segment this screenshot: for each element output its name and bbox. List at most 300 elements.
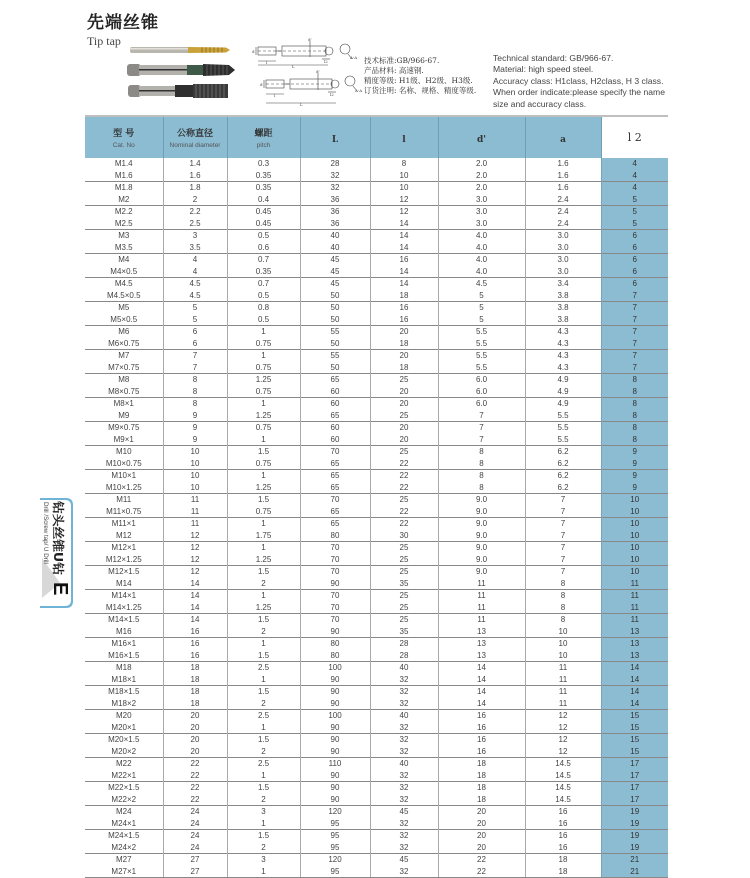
cell-l2: 11: [601, 590, 668, 602]
cell-d-prime: 5.5: [438, 326, 525, 338]
cell-cat-no: M4.5: [85, 278, 163, 290]
cell-pitch: 0.75: [227, 386, 300, 398]
cell-nominal-diameter: 14: [163, 614, 227, 626]
cell-l: 32: [370, 818, 438, 830]
cell-l: 32: [370, 794, 438, 806]
cell-l: 14: [370, 242, 438, 254]
cell-nominal-diameter: 27: [163, 854, 227, 866]
table-row: [85, 614, 668, 626]
cell-pitch: 1: [227, 350, 300, 362]
cell-cat-no: M9×0.75: [85, 422, 163, 434]
table-row: [85, 542, 668, 554]
cell-a: 7: [525, 494, 601, 506]
cell-l: 32: [370, 746, 438, 758]
page-title-en: Tip tap: [87, 34, 121, 48]
spec-cn-order: 订货注明: 名称、规格、精度等级.: [364, 86, 477, 95]
cell-l: 32: [370, 782, 438, 794]
cell-L: 80: [300, 650, 370, 662]
cell-L: 95: [300, 866, 370, 878]
cell-d-prime: 11: [438, 590, 525, 602]
cell-l2: 17: [601, 758, 668, 770]
cell-d-prime: 18: [438, 782, 525, 794]
cell-a: 3.0: [525, 230, 601, 242]
cell-l2: 8: [601, 374, 668, 386]
cell-a: 3.0: [525, 242, 601, 254]
table-row: [85, 494, 668, 506]
cell-a: 11: [525, 686, 601, 698]
cell-d-prime: 20: [438, 806, 525, 818]
cell-a: 3.0: [525, 254, 601, 266]
cell-nominal-diameter: 12: [163, 542, 227, 554]
table-row: [85, 758, 668, 770]
cell-cat-no: M14×1.5: [85, 614, 163, 626]
cell-nominal-diameter: 3: [163, 230, 227, 242]
cell-L: 100: [300, 710, 370, 722]
cell-L: 70: [300, 614, 370, 626]
cell-d-prime: 5.5: [438, 338, 525, 350]
cell-pitch: 2.5: [227, 758, 300, 770]
table-row: [85, 866, 668, 878]
cell-l2: 17: [601, 770, 668, 782]
table-row: [85, 842, 668, 854]
cell-pitch: 1: [227, 398, 300, 410]
cell-pitch: 0.75: [227, 362, 300, 374]
cell-nominal-diameter: 10: [163, 470, 227, 482]
cell-d-prime: 7: [438, 434, 525, 446]
svg-text:d': d': [316, 69, 320, 74]
table-row: [85, 170, 668, 182]
cell-l2: 6: [601, 230, 668, 242]
cell-L: 36: [300, 194, 370, 206]
cell-L: 70: [300, 446, 370, 458]
cell-pitch: 0.45: [227, 206, 300, 218]
cell-pitch: 1: [227, 470, 300, 482]
cell-nominal-diameter: 22: [163, 794, 227, 806]
cell-l2: 14: [601, 686, 668, 698]
cell-a: 6.2: [525, 482, 601, 494]
cell-d-prime: 8: [438, 458, 525, 470]
cell-a: 1.6: [525, 182, 601, 194]
cell-pitch: 0.75: [227, 422, 300, 434]
table-row: [85, 710, 668, 722]
cell-nominal-diameter: 12: [163, 530, 227, 542]
cell-l: 30: [370, 530, 438, 542]
cell-cat-no: M18×1.5: [85, 686, 163, 698]
cell-nominal-diameter: 22: [163, 782, 227, 794]
cell-d-prime: 3.0: [438, 206, 525, 218]
cell-a: 16: [525, 830, 601, 842]
cell-a: 3.8: [525, 290, 601, 302]
cell-a: 3.0: [525, 266, 601, 278]
cell-d-prime: 8: [438, 482, 525, 494]
cell-l2: 17: [601, 782, 668, 794]
cell-d-prime: 9.0: [438, 506, 525, 518]
cell-L: 65: [300, 518, 370, 530]
cell-L: 90: [300, 794, 370, 806]
cell-l: 25: [370, 614, 438, 626]
svg-text:d: d: [260, 82, 263, 87]
cell-pitch: 0.35: [227, 170, 300, 182]
cell-l: 14: [370, 218, 438, 230]
cell-pitch: 0.35: [227, 182, 300, 194]
cell-d-prime: 14: [438, 674, 525, 686]
cell-a: 6.2: [525, 470, 601, 482]
table-row: [85, 302, 668, 314]
cell-nominal-diameter: 18: [163, 698, 227, 710]
cell-d-prime: 18: [438, 758, 525, 770]
cell-cat-no: M24×1: [111, 818, 137, 828]
svg-text:l2: l2: [324, 59, 328, 64]
cell-l2: 10: [601, 542, 668, 554]
cell-L: 36: [300, 206, 370, 218]
cell-d-prime: 22: [438, 854, 525, 866]
cell-cat-no: M8×1: [85, 398, 163, 410]
cell-nominal-diameter: 6: [163, 338, 227, 350]
cell-pitch: 1: [227, 434, 300, 446]
product-image-tin-tap: [130, 44, 230, 56]
cell-pitch: 1.5: [227, 494, 300, 506]
cell-pitch: 0.75: [227, 458, 300, 470]
cell-nominal-diameter: 8: [163, 386, 227, 398]
cell-l: 20: [370, 350, 438, 362]
cell-a: 2.4: [525, 194, 601, 206]
specs-en: [493, 53, 665, 110]
table-row: [85, 314, 668, 326]
cell-a: 4.9: [525, 386, 601, 398]
cell-cat-no: M5: [85, 302, 163, 314]
cell-pitch: 1: [227, 638, 300, 650]
cell-l2: 5: [601, 206, 668, 218]
table-row: [85, 362, 668, 374]
cell-pitch: 2.5: [227, 662, 300, 674]
cell-L: 90: [300, 734, 370, 746]
cell-L: 45: [300, 266, 370, 278]
cell-l: 20: [370, 398, 438, 410]
svg-text:l: l: [274, 93, 276, 98]
cell-a: 11: [525, 674, 601, 686]
cell-L: 60: [300, 422, 370, 434]
cell-cat-no: M20: [85, 710, 163, 722]
cell-pitch: 1.5: [227, 686, 300, 698]
cell-d-prime: 9.0: [438, 542, 525, 554]
cell-l2: 9: [601, 470, 668, 482]
cell-d-prime: 4.0: [438, 242, 525, 254]
cell-nominal-diameter: 20: [163, 722, 227, 734]
cell-l2: 9: [601, 458, 668, 470]
cell-a: 16: [525, 806, 601, 818]
cell-a: 18: [525, 854, 601, 866]
cell-pitch: 1: [227, 518, 300, 530]
cell-pitch: 1.25: [227, 374, 300, 386]
cell-nominal-diameter: 24: [163, 830, 227, 842]
spec-en-accuracy: Accuracy class: H1class, H2class, H 3 class.: [493, 75, 664, 86]
cell-a: 5.5: [525, 434, 601, 446]
cell-a: 18: [525, 866, 601, 878]
cell-d-prime: 13: [438, 638, 525, 650]
cell-cat-no: M2.2: [85, 206, 163, 218]
cell-nominal-diameter: 16: [163, 650, 227, 662]
cell-l2: 14: [601, 662, 668, 674]
cell-L: 40: [300, 242, 370, 254]
cell-pitch: 1: [227, 590, 300, 602]
cell-l2: 13: [601, 638, 668, 650]
cell-l: 12: [370, 194, 438, 206]
cell-l2: 19: [601, 830, 668, 842]
svg-text:A-A: A-A: [355, 88, 363, 93]
cell-d-prime: 8: [438, 470, 525, 482]
cell-a: 3.8: [525, 314, 601, 326]
cell-a: 10: [525, 626, 601, 638]
cell-d-prime: 6.0: [438, 386, 525, 398]
cell-L: 65: [300, 482, 370, 494]
cell-l2: 7: [601, 326, 668, 338]
cell-l: 40: [370, 710, 438, 722]
cell-l2: 13: [601, 650, 668, 662]
cell-L: 90: [300, 698, 370, 710]
table-row: [85, 530, 668, 542]
cell-l2: 15: [601, 746, 668, 758]
cell-a: 11: [525, 698, 601, 710]
cell-nominal-diameter: 20: [163, 710, 227, 722]
cell-l: 25: [370, 590, 438, 602]
cell-l: 8: [370, 158, 438, 170]
cell-l2: 6: [601, 254, 668, 266]
cell-L: 50: [300, 362, 370, 374]
cell-d-prime: 7: [438, 410, 525, 422]
cell-l2: 7: [601, 302, 668, 314]
cell-a: 14.5: [525, 782, 601, 794]
cell-l2: 19: [601, 806, 668, 818]
cell-l: 18: [370, 362, 438, 374]
cell-L: 40: [300, 230, 370, 242]
cell-L: 70: [300, 542, 370, 554]
cell-l: 32: [370, 698, 438, 710]
cell-cat-no: M11×1: [85, 518, 163, 530]
cell-pitch: 1: [227, 770, 300, 782]
cell-nominal-diameter: 5: [163, 314, 227, 326]
cell-l: 16: [370, 314, 438, 326]
table-row: [85, 554, 668, 566]
cell-a: 4.9: [525, 374, 601, 386]
col-header-nominal-diameter: 公称直径 Nominal diameter: [163, 116, 227, 158]
table-row: [85, 806, 668, 818]
cell-l: 32: [370, 866, 438, 878]
cell-cat-no: M4.5×0.5: [106, 290, 141, 300]
cell-d-prime: 7: [438, 422, 525, 434]
cell-cat-no: M6×0.75: [108, 338, 140, 348]
cell-a: 14.5: [525, 758, 601, 770]
cell-pitch: 2: [227, 578, 300, 590]
table-row: [85, 290, 668, 302]
cell-l2: 7: [601, 362, 668, 374]
cell-cat-no: M27: [85, 854, 163, 866]
cell-a: 5.5: [525, 410, 601, 422]
cell-nominal-diameter: 27: [163, 866, 227, 878]
cell-nominal-diameter: 14: [163, 578, 227, 590]
cell-l2: 7: [601, 350, 668, 362]
cell-d-prime: 9.0: [438, 554, 525, 566]
cell-d-prime: 18: [438, 770, 525, 782]
cell-d-prime: 16: [438, 710, 525, 722]
table-row: [85, 230, 668, 242]
cell-L: 90: [300, 686, 370, 698]
cell-a: 12: [525, 710, 601, 722]
cell-l: 35: [370, 578, 438, 590]
cell-L: 45: [300, 278, 370, 290]
table-row: [85, 674, 668, 686]
cell-a: 2.4: [525, 206, 601, 218]
cell-nominal-diameter: 12: [163, 554, 227, 566]
cell-l2: 10: [601, 554, 668, 566]
cell-pitch: 1.25: [227, 482, 300, 494]
cell-pitch: 2: [227, 626, 300, 638]
cell-pitch: 1.25: [227, 602, 300, 614]
cell-cat-no: M10×1.25: [105, 482, 142, 492]
cell-l: 25: [370, 410, 438, 422]
svg-text:l: l: [266, 60, 268, 65]
cell-L: 65: [300, 506, 370, 518]
cell-a: 8: [525, 590, 601, 602]
cell-cat-no: M20×2: [111, 746, 137, 756]
cell-nominal-diameter: 16: [163, 626, 227, 638]
cell-d-prime: 2.0: [438, 182, 525, 194]
table-row: [85, 434, 668, 446]
cell-cat-no: M18×1: [111, 674, 137, 684]
cell-l2: 8: [601, 422, 668, 434]
cell-d-prime: 20: [438, 818, 525, 830]
cell-cat-no: M24×2: [111, 842, 137, 852]
cell-pitch: 1.5: [227, 650, 300, 662]
table-row: [85, 506, 668, 518]
cell-cat-no: M11×0.75: [106, 506, 142, 516]
cell-a: 16: [525, 842, 601, 854]
cell-pitch: 2: [227, 794, 300, 806]
cell-L: 120: [300, 854, 370, 866]
tap-dimension-diagram: [244, 35, 364, 107]
cell-nominal-diameter: 18: [163, 686, 227, 698]
cell-d-prime: 9.0: [438, 566, 525, 578]
cell-nominal-diameter: 1.6: [163, 170, 227, 182]
cell-l: 25: [370, 374, 438, 386]
cell-d-prime: 4.0: [438, 266, 525, 278]
cell-a: 7: [525, 506, 601, 518]
svg-text:d': d': [308, 37, 312, 42]
table-row: [85, 818, 668, 830]
cell-pitch: 1.25: [227, 554, 300, 566]
cell-L: 50: [300, 302, 370, 314]
cell-pitch: 1.5: [227, 566, 300, 578]
cell-cat-no: M3.5: [114, 242, 133, 252]
cell-a: 7: [525, 566, 601, 578]
cell-pitch: 1: [227, 818, 300, 830]
cell-nominal-diameter: 12: [163, 566, 227, 578]
table-row: [85, 350, 668, 362]
cell-l: 32: [370, 770, 438, 782]
cell-cat-no: M5×0.5: [110, 314, 138, 324]
table-row: [85, 254, 668, 266]
cell-nominal-diameter: 14: [163, 602, 227, 614]
table-row: [85, 266, 668, 278]
cell-l: 16: [370, 254, 438, 266]
cell-pitch: 1: [227, 722, 300, 734]
cell-l2: 11: [601, 602, 668, 614]
cell-L: 90: [300, 770, 370, 782]
cell-l2: 6: [601, 278, 668, 290]
cell-a: 12: [525, 746, 601, 758]
cell-l: 25: [370, 602, 438, 614]
cell-l2: 4: [601, 158, 668, 170]
cell-nominal-diameter: 18: [163, 662, 227, 674]
cell-d-prime: 4.0: [438, 230, 525, 242]
cell-l2: 15: [601, 734, 668, 746]
table-row: [85, 446, 668, 458]
cell-l2: 13: [601, 626, 668, 638]
cell-d-prime: 13: [438, 650, 525, 662]
cell-pitch: 1.25: [227, 410, 300, 422]
cell-d-prime: 20: [438, 842, 525, 854]
cell-cat-no: M12: [115, 530, 132, 540]
cell-pitch: 2: [227, 698, 300, 710]
cell-l: 10: [370, 182, 438, 194]
cell-d-prime: 2.0: [438, 158, 525, 170]
cell-a: 1.6: [525, 158, 601, 170]
cell-nominal-diameter: 10: [163, 482, 227, 494]
cell-l2: 10: [601, 566, 668, 578]
cell-L: 95: [300, 842, 370, 854]
cell-cat-no: M3: [85, 230, 163, 242]
cell-d-prime: 14: [438, 662, 525, 674]
table-row: [85, 734, 668, 746]
cell-L: 70: [300, 602, 370, 614]
cell-L: 70: [300, 566, 370, 578]
spec-cn-material: 产品材料: 高速钢.: [364, 66, 424, 75]
cell-cat-no: M7: [85, 350, 163, 362]
cell-l2: 19: [601, 818, 668, 830]
tap-spec-table: [85, 115, 668, 878]
table-row: [85, 722, 668, 734]
cell-pitch: 1.5: [227, 614, 300, 626]
cell-l: 22: [370, 458, 438, 470]
cell-d-prime: 14: [438, 686, 525, 698]
col-header-l: l: [370, 116, 438, 158]
table-row: [85, 770, 668, 782]
cell-l2: 6: [601, 266, 668, 278]
cell-l2: 6: [601, 242, 668, 254]
cell-d-prime: 3.0: [438, 194, 525, 206]
cell-pitch: 1: [227, 866, 300, 878]
cell-cat-no: M1.8: [85, 182, 163, 194]
cell-d-prime: 4.5: [438, 278, 525, 290]
table-row: [85, 326, 668, 338]
cell-pitch: 0.4: [227, 194, 300, 206]
cell-L: 50: [300, 290, 370, 302]
table-row: [85, 626, 668, 638]
table-row: [85, 242, 668, 254]
cell-nominal-diameter: 24: [163, 842, 227, 854]
cell-nominal-diameter: 5: [163, 302, 227, 314]
cell-pitch: 1.5: [227, 446, 300, 458]
cell-pitch: 1: [227, 326, 300, 338]
cell-nominal-diameter: 24: [163, 806, 227, 818]
cell-L: 60: [300, 386, 370, 398]
side-category-tab: [40, 498, 73, 608]
cell-cat-no: M2: [118, 194, 130, 204]
cell-L: 65: [300, 374, 370, 386]
cell-pitch: 0.45: [227, 218, 300, 230]
cell-l2: 14: [601, 698, 668, 710]
cell-l2: 8: [601, 410, 668, 422]
spec-cn-accuracy: 精度等级: H1级、H2级、H3级.: [364, 76, 473, 85]
